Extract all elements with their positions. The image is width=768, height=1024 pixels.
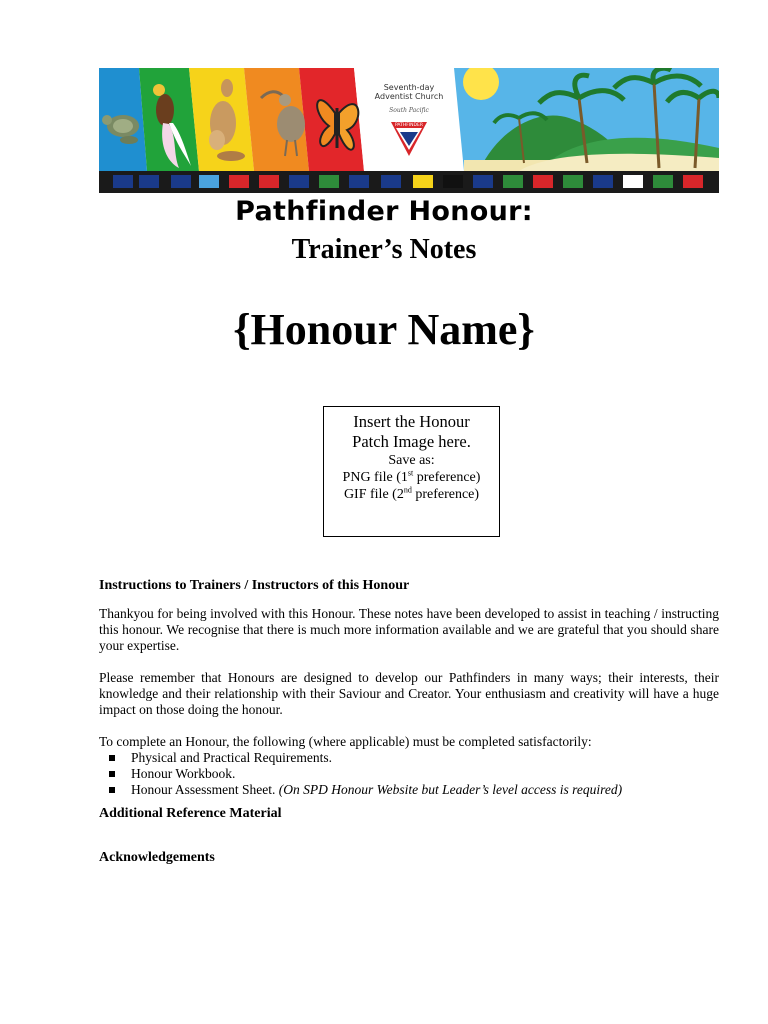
requirements-list bbox=[99, 750, 719, 798]
document-title: Pathfinder Honour: bbox=[235, 196, 533, 227]
paragraph-thankyou: Thankyou for being involved with this Honour. These notes have been developed to assist in teaching / instructing this honour. We recognise that there is much more information available and we are grateful that you should share your expertise. bbox=[99, 606, 719, 653]
acknowledgements-heading: Acknowledgements bbox=[99, 850, 215, 865]
list-item: Honour Assessment Sheet. (On SPD Honour Website but Leader’s level access is required) bbox=[131, 782, 719, 798]
svg-text:Seventh-day: Seventh-day bbox=[383, 83, 435, 92]
list-item: Honour Workbook. bbox=[131, 766, 719, 782]
svg-text:Adventist Church: Adventist Church bbox=[374, 92, 444, 101]
patch-line2: Patch Image here. bbox=[352, 432, 471, 451]
additional-reference-heading: Additional Reference Material bbox=[99, 806, 282, 821]
patch-image-placeholder bbox=[323, 406, 500, 537]
honour-name-placeholder: {Honour Name} bbox=[233, 305, 535, 354]
svg-text:PATHFINDER: PATHFINDER bbox=[394, 123, 424, 128]
svg-text:South Pacific: South Pacific bbox=[389, 107, 429, 114]
gif-preference: GIF file (2nd preference) bbox=[343, 485, 480, 502]
png-preference: PNG file (1st preference) bbox=[342, 468, 481, 485]
flags-strip bbox=[99, 171, 719, 193]
paragraph-complete: To complete an Honour, the following (where applicable) must be completed satisfactorily: bbox=[99, 734, 592, 749]
save-as-label: Save as: bbox=[388, 453, 435, 468]
instructions-heading: Instructions to Trainers / Instructors of this Honour bbox=[99, 578, 410, 593]
header-banner bbox=[99, 68, 719, 193]
paragraph-reminder: Please remember that Honours are designed to develop our Pathfinders in many ways; their interests, their knowledge and their relationship with their Saviour and Creator. Your enthusiasm and creativity will have a huge impact on those doing the honour. bbox=[99, 670, 719, 717]
document-subtitle: Trainer’s Notes bbox=[291, 234, 477, 265]
patch-line1: Insert the Honour bbox=[353, 412, 470, 431]
list-item: Physical and Practical Requirements. bbox=[131, 750, 719, 766]
instructions-section bbox=[99, 578, 719, 866]
access-note: (On SPD Honour Website but Leader’s level access is required) bbox=[278, 782, 623, 797]
